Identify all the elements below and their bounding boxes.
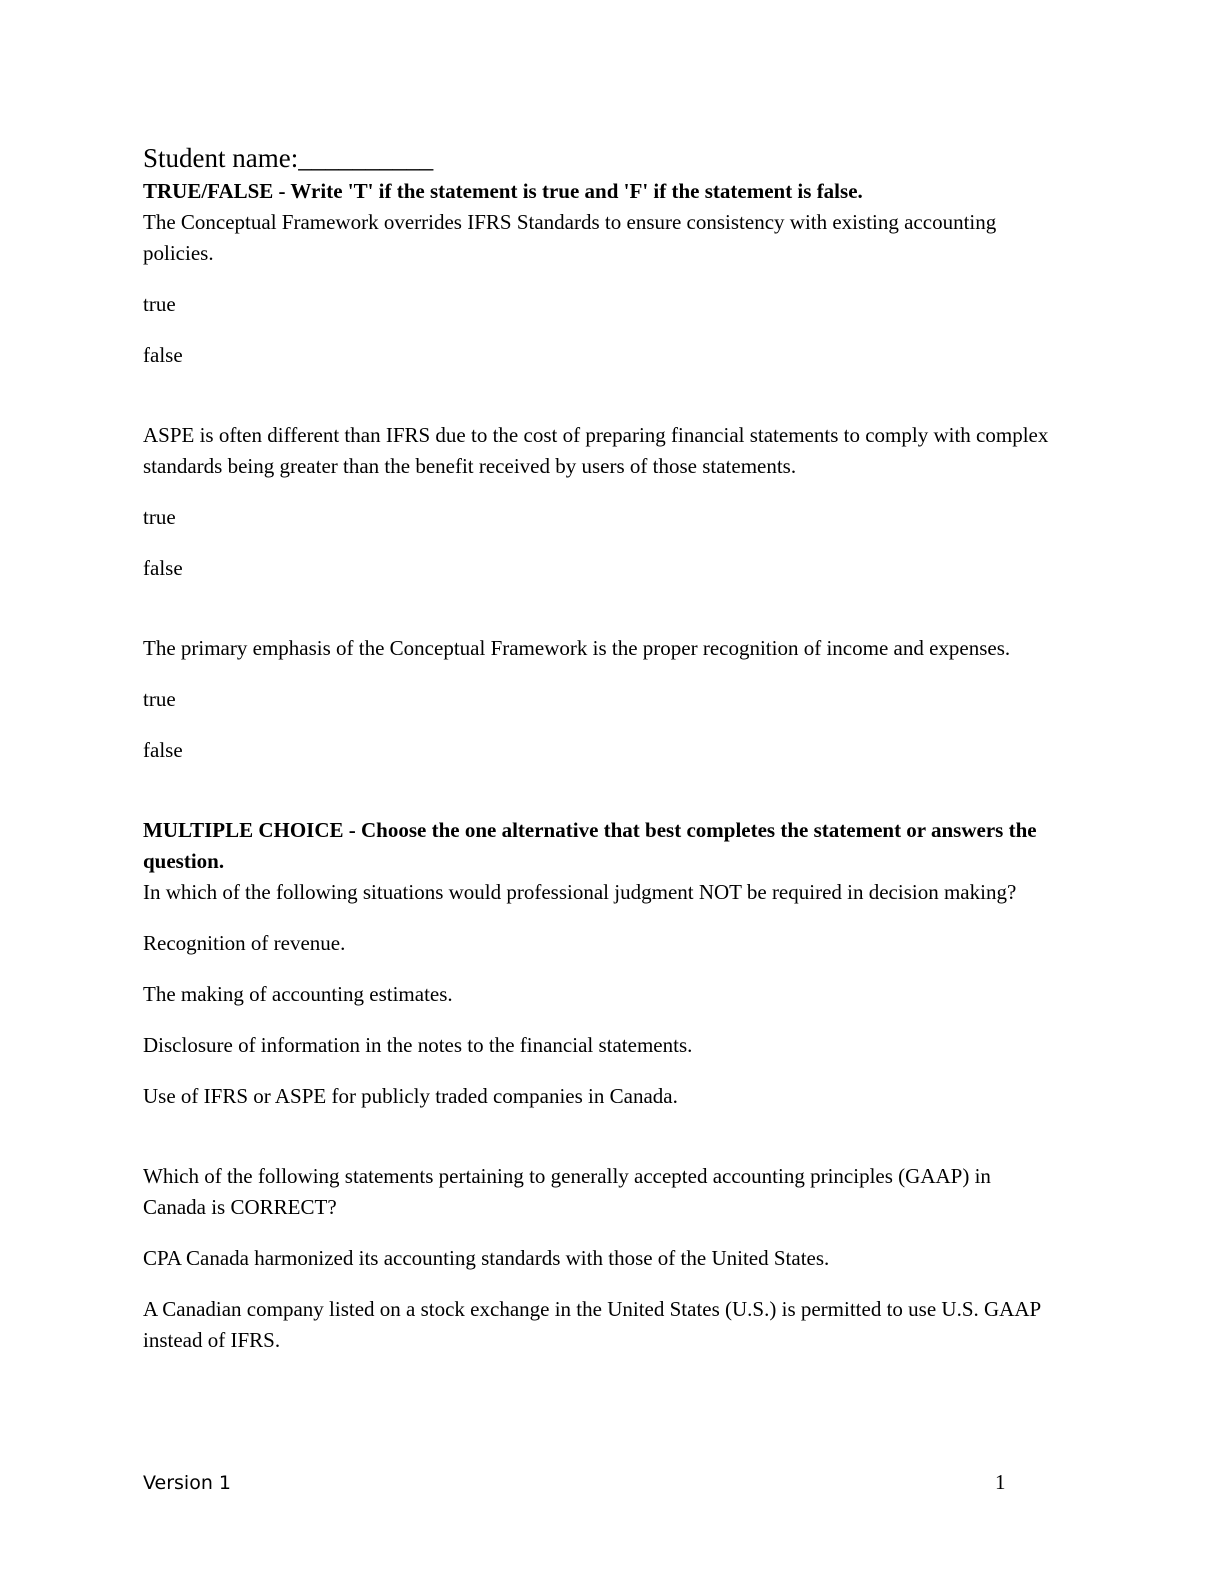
footer-page-number: 1 [995, 1470, 1006, 1494]
answer-option[interactable]: Recognition of revenue. [143, 931, 346, 955]
tf-question-1 [143, 207, 1053, 371]
question-text: The Conceptual Framework overrides IFRS Standards to ensure consistency with existing accounting policies. [143, 210, 997, 265]
answer-option[interactable]: CPA Canada harmonized its accounting standards with those of the United States. [143, 1246, 830, 1270]
option-false[interactable]: false [143, 343, 183, 367]
question-text: Which of the following statements pertaining to generally accepted accounting principles (GAAP) in Canada is CORRECT? [143, 1164, 991, 1219]
multiple-choice-instructions: MULTIPLE CHOICE - Choose the one alternative that best completes the statement or answers the question. [143, 818, 1037, 873]
option-false[interactable]: false [143, 556, 183, 580]
mc-question-2 [143, 1161, 1053, 1356]
tf-question-3 [143, 633, 1053, 766]
footer-version: Version 1 [143, 1472, 231, 1494]
true-false-instructions: TRUE/FALSE - Write 'T' if the statement is true and 'F' if the statement is false. [143, 179, 863, 203]
multiple-choice-section [143, 815, 1053, 1356]
question-text: In which of the following situations would professional judgment NOT be required in decision making? [143, 880, 1017, 904]
option-true[interactable]: true [143, 292, 176, 316]
answer-option[interactable]: A Canadian company listed on a stock exchange in the United States (U.S.) is permitted to use U.S. GAAP instead of IFRS. [143, 1297, 1041, 1352]
answer-option[interactable]: Disclosure of information in the notes to the financial statements. [143, 1033, 693, 1057]
question-text: The primary emphasis of the Conceptual Framework is the proper recognition of income and expenses. [143, 636, 1011, 660]
option-false[interactable]: false [143, 738, 183, 762]
page-content [143, 140, 1053, 1356]
tf-question-2 [143, 420, 1053, 584]
answer-option[interactable]: Use of IFRS or ASPE for publicly traded companies in Canada. [143, 1084, 678, 1108]
answer-option[interactable]: The making of accounting estimates. [143, 982, 453, 1006]
option-true[interactable]: true [143, 505, 176, 529]
student-name-line: Student name:__________ [143, 143, 434, 173]
mc-question-1 [143, 877, 1053, 1112]
question-text: ASPE is often different than IFRS due to the cost of preparing financial statements to comply with complex standards being greater than the benefit received by users of those statements. [143, 423, 1049, 478]
option-true[interactable]: true [143, 687, 176, 711]
